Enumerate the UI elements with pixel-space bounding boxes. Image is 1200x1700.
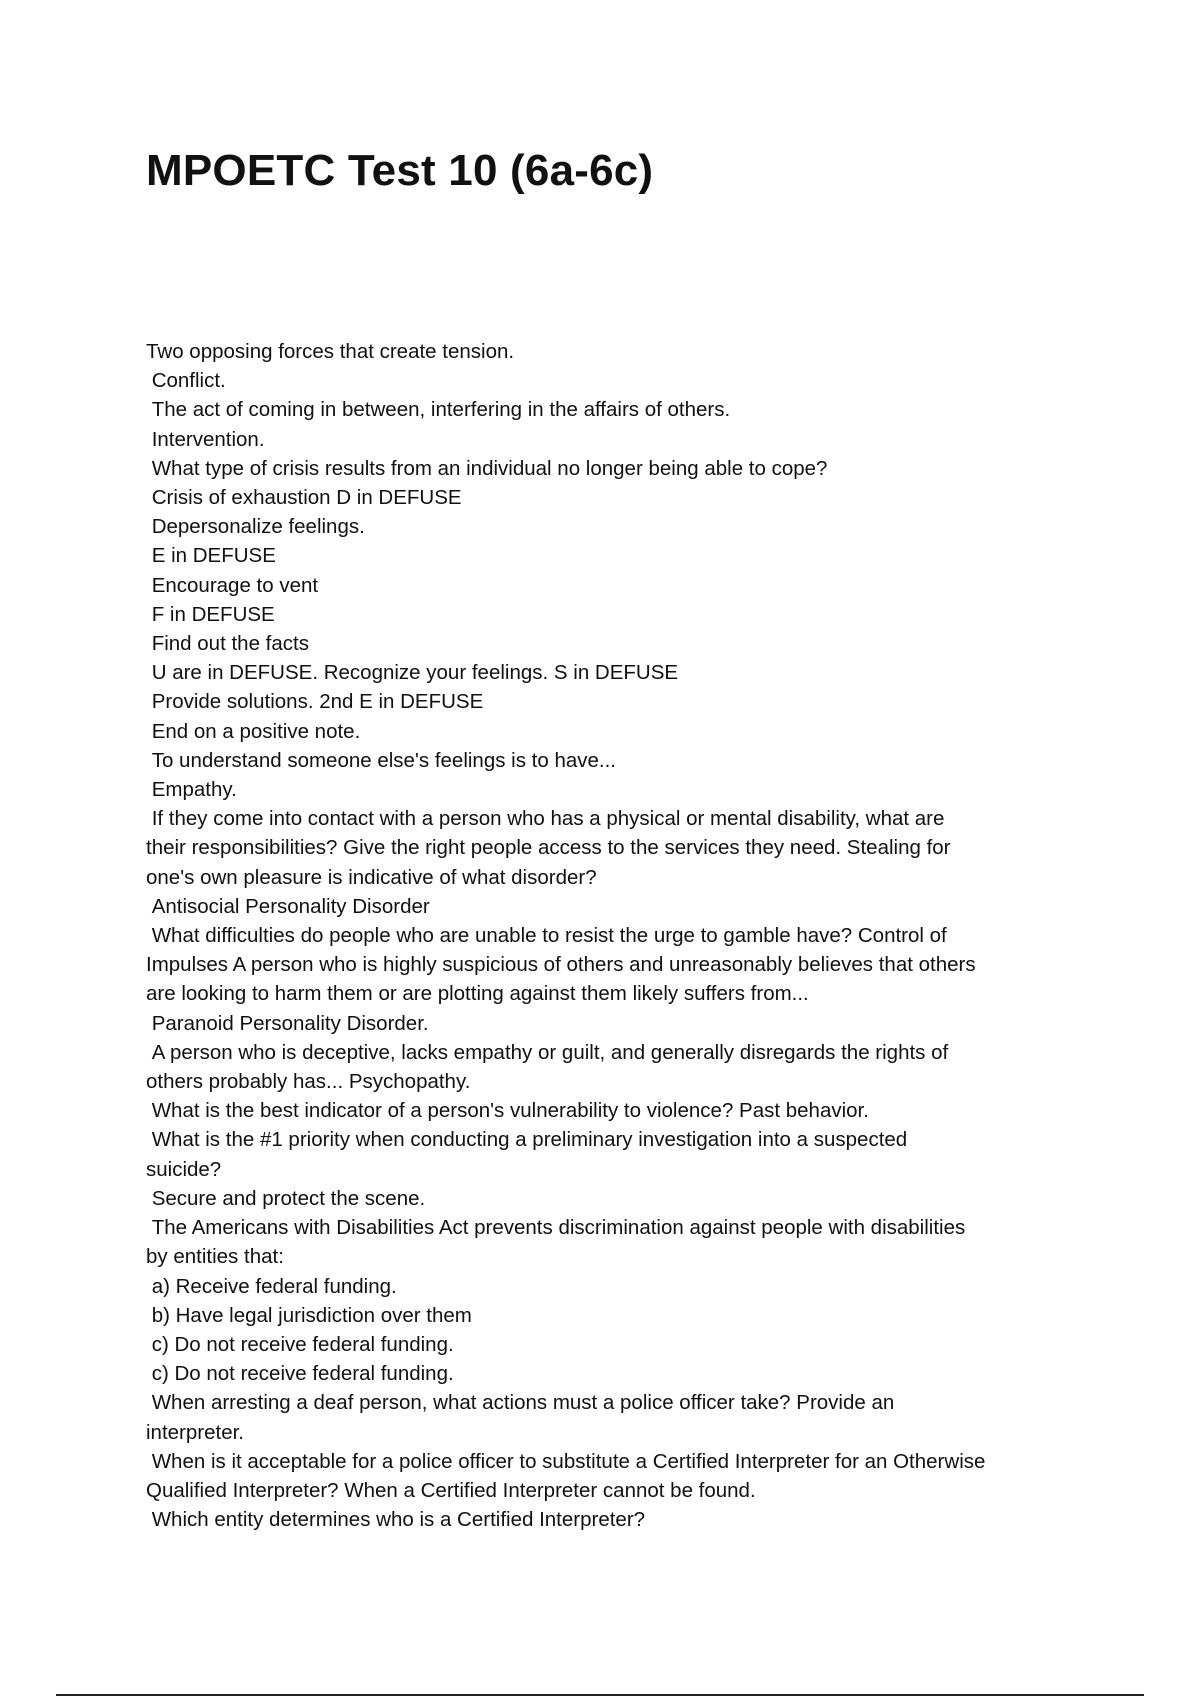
text-line: Encourage to vent <box>146 573 319 597</box>
text-line: Find out the facts <box>146 632 309 656</box>
text-line: End on a positive note. <box>146 719 361 743</box>
text-line: others probably has... Psychopathy. <box>146 1070 471 1094</box>
text-line: E in DEFUSE <box>146 544 276 568</box>
document-title: MPOETC Test 10 (6a-6c) <box>146 146 654 195</box>
footer-divider <box>56 1694 1144 1696</box>
text-line: Depersonalize feelings. <box>146 515 365 539</box>
text-line: Secure and protect the scene. <box>146 1186 426 1210</box>
text-line: interpreter. <box>146 1420 244 1444</box>
text-line: are looking to harm them or are plotting against them likely suffers from... <box>146 982 809 1006</box>
text-line: Paranoid Personality Disorder. <box>146 1011 429 1035</box>
text-line: What is the #1 priority when conducting a preliminary investigation into a suspected <box>146 1128 908 1152</box>
text-line: A person who is deceptive, lacks empathy or guilt, and generally disregards the rights of <box>146 1040 949 1064</box>
text-line: Intervention. <box>146 427 265 451</box>
text-line: b) Have legal jurisdiction over them <box>146 1303 472 1327</box>
text-line: Crisis of exhaustion D in DEFUSE <box>146 486 462 510</box>
text-line: Two opposing forces that create tension. <box>146 340 515 363</box>
text-line: What type of crisis results from an individual no longer being able to cope? <box>146 456 828 480</box>
text-line: Which entity determines who is a Certified Interpreter? <box>146 1508 646 1532</box>
text-line: Provide solutions. 2nd E in DEFUSE <box>146 690 484 714</box>
text-line: What difficulties do people who are unable to resist the urge to gamble have? Control of <box>146 924 947 948</box>
text-line: When arresting a deaf person, what actions must a police officer take? Provide an <box>146 1391 895 1415</box>
text-line: suicide? <box>146 1157 222 1181</box>
text-line: Impulses A person who is highly suspicious of others and unreasonably believes that others <box>146 953 976 977</box>
text-line: by entities that: <box>146 1245 284 1269</box>
text-line: The act of coming in between, interfering in the affairs of others. <box>146 398 731 422</box>
text-line: c) Do not receive federal funding. <box>146 1362 454 1386</box>
text-line: U are in DEFUSE. Recognize your feelings. S in DEFUSE <box>146 661 679 685</box>
text-line: their responsibilities? Give the right people access to the services they need. Stealing for <box>146 836 951 860</box>
text-line: Empathy. <box>146 778 237 802</box>
text-line: To understand someone else's feelings is to have... <box>146 748 617 772</box>
text-line: What is the best indicator of a person's vulnerability to violence? Past behavior. <box>146 1099 869 1123</box>
text-line: The Americans with Disabilities Act prevents discrimination against people with disabilities <box>146 1216 966 1240</box>
text-line: Conflict. <box>146 369 226 393</box>
text-line: F in DEFUSE <box>146 602 275 626</box>
text-line: Qualified Interpreter? When a Certified Interpreter cannot be found. <box>146 1478 756 1502</box>
text-line: c) Do not receive federal funding. <box>146 1332 454 1356</box>
text-line: a) Receive federal funding. <box>146 1274 397 1298</box>
text-line: one's own pleasure is indicative of what disorder? <box>146 865 597 889</box>
text-line: When is it acceptable for a police officer to substitute a Certified Interpreter for an Otherwise <box>146 1449 986 1473</box>
text-line: If they come into contact with a person who has a physical or mental disability, what are <box>146 807 945 831</box>
document-body <box>146 337 1066 1534</box>
text-line: Antisocial Personality Disorder <box>146 894 430 918</box>
